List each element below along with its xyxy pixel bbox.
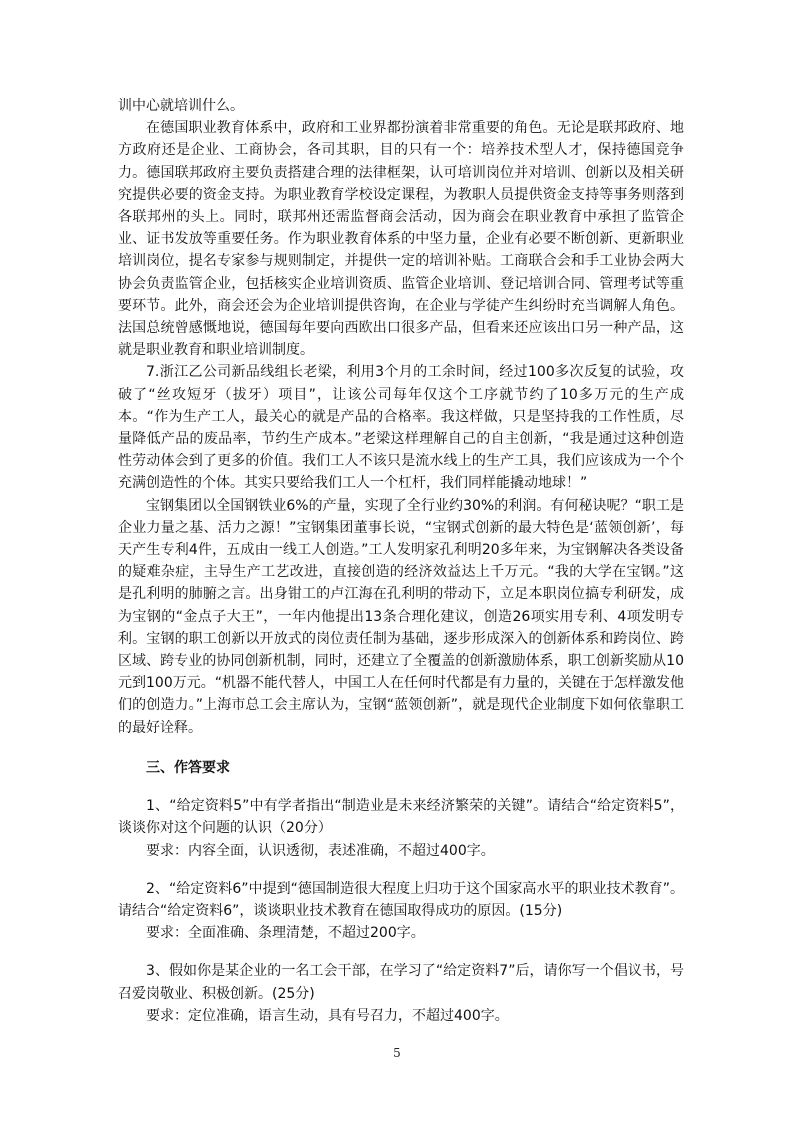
question-3: 3、假如你是某企业的一名工会干部，在学习了“给定资料7”后，请你写一个倡议书，号召爱岗敬业、积极创新。(25分) <box>118 963 684 1002</box>
question-1-requirement: 要求：内容全面，认识透彻，表述准确，不超过400字。 <box>146 842 495 859</box>
question-3-requirement: 要求：定位准确，语言生动，具有号召力，不超过400字。 <box>146 1007 509 1024</box>
question-2-requirement: 要求：全面准确、条理清楚，不超过200字。 <box>146 925 425 942</box>
question-2: 2、“给定资料6”中提到“德国制造很大程度上归功于这个国家高水平的职业技术教育”。请结合“给定资料6”，谈谈职业技术教育在德国取得成功的原因。(15分) <box>118 880 684 919</box>
page-number: 5 <box>393 1046 401 1060</box>
material-paragraph-continued: 训中心就培训什么。 <box>118 98 244 114</box>
material-paragraph-baosteel: 宝钢集团以全国钢铁业6%的产量，实现了全行业约30%的利润。有何秘诀呢？“职工是企业力量之基、活力之源！”宝钢集团董事长说，“宝钢式创新的最大特色是‘蓝领创新’，每天产生专利4件，五成由一线工人创造。”工人发明家孔利明20多年来，为宝钢解决各类设备的疑难杂症，主导生产工艺改进，直接创造的经济效益达上千万元。“我的大学在宝钢。”这是孔利明的肺腑之言。出身钳工的卢江海在孔利明的带动下，立足本职岗位搞专利研发，成为宝钢的“金点子大王”，一年内他提出13条合理化建议，创造26项实用专利、4项发明专利。宝钢的职工创新以开放式的岗位责任制为基础，逐步形成深入的创新体系和跨岗位、跨区域、跨专业的协同创新机制，同时，还建立了全覆盖的创新激励体系，职工创新奖励从10元到100万元。“机器不能代替人，中国工人在任何时代都是有力量的，关键在于怎样激发他们的创造力。”上海市总工会主席认为，宝钢“蓝领创新”，就是现代企业制度下如何依靠职工的最好诠释。 <box>118 497 684 736</box>
question-1: 1、“给定资料5”中有学者指出“制造业是未来经济繁荣的关键”。请结合“给定资料5”，谈谈你对这个问题的认识（20分） <box>118 798 684 837</box>
section-title: 三、作答要求 <box>146 759 230 776</box>
material-paragraph-germany-vocational: 在德国职业教育体系中，政府和工业界都扮演着非常重要的角色。无论是联邦政府、地方政府还是企业、工商协会，各司其职，目的只有一个：培养技术型人才，保持德国竞争力。德国联邦政府主要负责搭建合理的法律框架，认可培训岗位并对培训、创新以及相关研究提供必要的资金支持。为职业教育学校设定课程，为教职人员提供资金支持等事务则落到各联邦州的头上。同时，联邦州还需监督商会活动，因为商会在职业教育中承担了监管企业、证书发放等重要任务。作为职业教育体系的中坚力量，企业有必要不断创新、更新职业培训岗位，提名专家参与规则制定，并提供一定的培训补贴。工商联合会和手工业协会两大协会负责监管企业，包括核实企业培训资质、监管企业培训、登记培训合同、管理考试等重要环节。此外，商会还会为企业培训提供咨询，在企业与学徒产生纠纷时充当调解人角色。法国总统曾感慨地说，德国每年要向西欧出口很多产品，但看来还应该出口另一种产品，这就是职业教育和职业培训制度。 <box>118 120 684 359</box>
material-paragraph-zhejiang-worker: 7.浙江乙公司新品线组长老梁，利用3个月的工余时间，经过100多次反复的试验，攻破了“丝攻短牙（拔牙）项目”，让该公司每年仅这个工序就节约了10多万元的生产成本。“作为生产工人，最关心的就是产品的合格率。我这样做，只是坚持我的工作性质，尽量降低产品的废品率，节约生产成本。”老梁这样理解自己的自主创新，“我是通过这种创造性劳动体会到了更多的价值。我们工人不该只是流水线上的生产工具，我们应该成为一个个充满创造性的个体。其实只要给我们工人一个杠杆，我们同样能撬动地球！” <box>118 364 684 492</box>
page-content <box>118 95 684 1027</box>
